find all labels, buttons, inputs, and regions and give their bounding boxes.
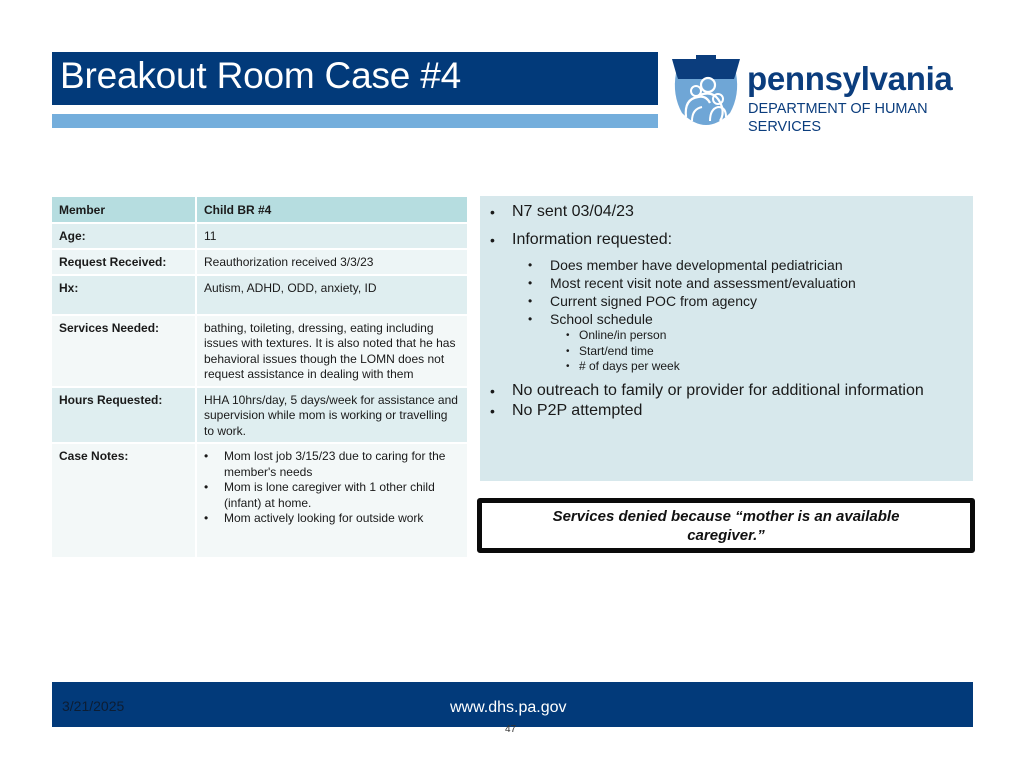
row-value: bathing, toileting, dressing, eating including issues with textures. It is also noted that he has behavioral issues though the LOMN does not request assistance in dealing with them bbox=[197, 316, 467, 388]
info-item-text: Information requested: bbox=[512, 231, 673, 248]
table-row-case-notes bbox=[52, 444, 467, 559]
info-subitem bbox=[528, 274, 973, 292]
bullet-icon: • bbox=[528, 276, 533, 290]
case-notes-list bbox=[204, 449, 460, 527]
footer-website-link[interactable]: www.dhs.pa.gov bbox=[450, 699, 567, 716]
bullet-icon: • bbox=[528, 312, 533, 326]
table-row-request-received bbox=[52, 250, 467, 276]
table-row-age bbox=[52, 224, 467, 250]
info-subitem bbox=[528, 292, 973, 310]
title-underline-bar bbox=[52, 114, 658, 128]
title-bar bbox=[52, 52, 658, 105]
table-header-row bbox=[52, 197, 467, 224]
case-note-item: • Mom is lone caregiver with 1 other child (infant) at home. bbox=[204, 480, 460, 511]
row-label: Age: bbox=[52, 224, 197, 250]
row-value bbox=[197, 444, 467, 559]
info-subitem bbox=[528, 256, 973, 274]
logo-state-name: pennsylvania bbox=[747, 60, 953, 97]
row-value: Autism, ADHD, ODD, anxiety, ID bbox=[197, 276, 467, 316]
bullet-icon: • bbox=[566, 330, 570, 341]
info-item bbox=[490, 202, 973, 222]
bullet-icon: • bbox=[528, 294, 533, 308]
row-value: 11 bbox=[197, 224, 467, 250]
info-subitem bbox=[528, 310, 973, 375]
bullet-icon: • bbox=[566, 345, 570, 357]
table-header-label: Member bbox=[52, 197, 197, 224]
info-subitem-text: Current signed POC from agency bbox=[550, 293, 757, 309]
table-row-services-needed bbox=[52, 316, 467, 388]
info-item-text: N7 sent 03/04/23 bbox=[512, 203, 634, 220]
denial-text: Services denied because “mother is an available caregiver.” bbox=[552, 507, 900, 544]
row-value: Reauthorization received 3/3/23 bbox=[197, 250, 467, 276]
page-number: 47 bbox=[505, 724, 517, 735]
footer-date: 3/21/2025 bbox=[62, 698, 125, 714]
bullet-icon: • bbox=[528, 258, 533, 272]
info-subsubitem-text: Start/end time bbox=[579, 343, 654, 358]
row-label: Hx: bbox=[52, 276, 197, 316]
slide-title: Breakout Room Case #4 bbox=[60, 55, 461, 96]
row-label: Services Needed: bbox=[52, 316, 197, 388]
bullet-icon: • bbox=[490, 382, 495, 399]
info-subsubitem bbox=[566, 344, 973, 360]
school-schedule-sublist bbox=[566, 328, 973, 375]
table-header-value: Child BR #4 bbox=[197, 197, 467, 224]
info-subsubitem bbox=[566, 328, 973, 344]
keystone-family-icon bbox=[670, 55, 742, 125]
info-subitem-text: Most recent visit note and assessment/evaluation bbox=[550, 275, 856, 291]
table-row-hours-requested bbox=[52, 388, 467, 445]
bullet-icon: • bbox=[566, 361, 570, 372]
logo-department-name: DEPARTMENT OF HUMAN SERVICES bbox=[748, 101, 928, 135]
info-item bbox=[490, 230, 973, 375]
table-row-hx bbox=[52, 276, 467, 316]
info-subsubitem-text: Online/in person bbox=[579, 328, 667, 342]
info-subsubitem-text: # of days per week bbox=[579, 359, 680, 373]
case-note-item: • Mom lost job 3/15/23 due to caring for the member's needs bbox=[204, 449, 460, 480]
denial-callout-box bbox=[477, 498, 975, 553]
info-item bbox=[490, 381, 973, 401]
row-value: HHA 10hrs/day, 5 days/week for assistance and supervision while mom is working or travelling to work. bbox=[197, 388, 467, 445]
info-subitem-text: Does member have developmental pediatrician bbox=[550, 257, 843, 273]
case-details-table bbox=[52, 197, 467, 559]
row-label: Hours Requested: bbox=[52, 388, 197, 445]
info-item-text: No P2P attempted bbox=[512, 401, 643, 419]
info-list bbox=[490, 202, 973, 421]
info-subsubitem bbox=[566, 359, 973, 375]
actions-info-panel bbox=[480, 196, 973, 481]
row-label: Case Notes: bbox=[52, 444, 197, 559]
row-label: Request Received: bbox=[52, 250, 197, 276]
bullet-icon: • bbox=[490, 232, 495, 248]
info-sublist bbox=[528, 256, 973, 375]
case-note-item: • Mom actively looking for outside work bbox=[204, 511, 460, 527]
bullet-icon: • bbox=[490, 402, 495, 419]
bullet-icon: • bbox=[490, 204, 495, 220]
info-item-text: No outreach to family or provider for additional information bbox=[512, 381, 924, 399]
info-subitem-text: School schedule bbox=[550, 311, 653, 327]
pa-dhs-logo bbox=[670, 55, 1000, 135]
info-item bbox=[490, 401, 973, 421]
